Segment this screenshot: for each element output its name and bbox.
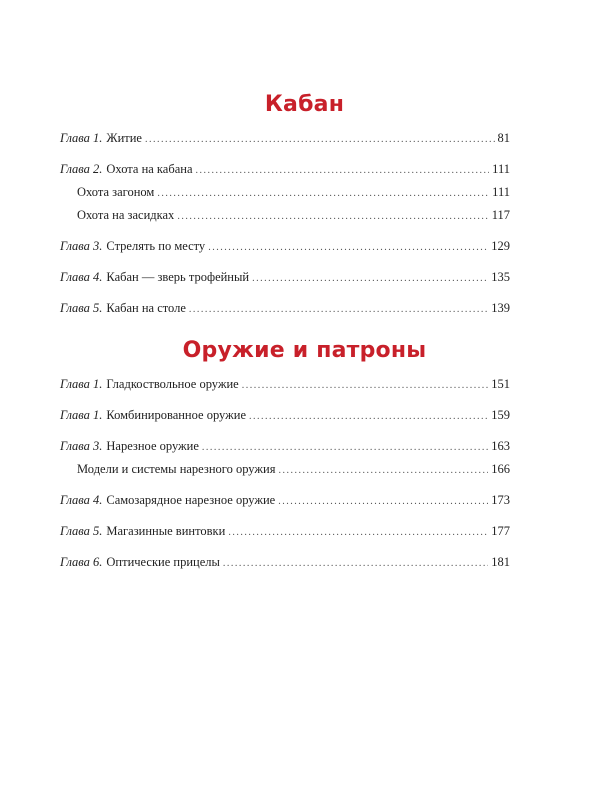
page-number: 81 [497,131,510,145]
page-number: 166 [491,462,510,476]
dot-leader [208,238,488,258]
chapter-prefix: Глава 4. [60,493,103,507]
page-number: 151 [491,377,510,391]
dot-leader [278,492,488,512]
entry-title: Охота на кабана [106,162,193,176]
entry-title: Оптические прицелы [106,555,220,569]
page-number: 181 [491,555,510,569]
toc-entry[interactable] [60,436,510,456]
section-title-weapons: Оружие и патроны [182,338,427,363]
chapter-prefix: Глава 6. [60,555,103,569]
entry-title: Охота загоном [77,185,155,199]
dot-leader [249,407,488,427]
chapter-prefix: Глава 1. [60,408,103,422]
entry-title: Кабан — зверь трофейный [106,270,250,284]
page-number: 129 [491,239,510,253]
page-number: 177 [491,524,510,538]
page-number: 111 [492,185,510,199]
dot-leader [202,438,488,458]
page-number: 159 [491,408,510,422]
entry-title: Комбинированное оружие [106,408,246,422]
toc-subentry[interactable] [60,459,510,479]
toc-entry[interactable] [60,552,510,572]
toc-entry[interactable] [60,490,510,510]
entry-title: Охота на засидках [77,208,175,222]
entry-title: Самозарядное нарезное оружие [106,493,276,507]
dot-leader [242,376,489,396]
chapter-prefix: Глава 1. [60,377,103,391]
page-number: 173 [491,493,510,507]
entry-title: Кабан на столе [106,301,186,315]
section-title-kaban: Кабан [264,92,345,117]
dot-leader [177,207,488,227]
entry-title: Магазинные винтовки [106,524,226,538]
dot-leader [278,461,488,481]
toc-entry[interactable] [60,236,510,256]
chapter-prefix: Глава 2. [60,162,103,176]
page-number: 139 [491,301,510,315]
toc-entry[interactable] [60,128,510,148]
chapter-prefix: Глава 3. [60,239,103,253]
dot-leader [157,184,489,204]
page-number: 111 [492,162,510,176]
page-number: 135 [491,270,510,284]
entry-title: Стрелять по месту [106,239,206,253]
toc-subentry[interactable] [60,182,510,202]
toc-entry[interactable] [60,374,510,394]
dot-leader [196,161,490,181]
toc-subentry[interactable] [60,205,510,225]
toc-entry[interactable] [60,298,510,318]
chapter-prefix: Глава 5. [60,524,103,538]
chapter-prefix: Глава 3. [60,439,103,453]
dot-leader [145,130,495,150]
dot-leader [223,554,488,574]
entry-title: Житие [106,131,142,145]
entry-title: Нарезное оружие [106,439,199,453]
chapter-prefix: Глава 4. [60,270,103,284]
toc-list-kaban [60,128,510,318]
dot-leader [189,300,488,320]
entry-title: Гладкоствольное оружие [106,377,239,391]
dot-leader [252,269,488,289]
toc-list-weapons [60,374,510,572]
toc-entry[interactable] [60,405,510,425]
toc-entry[interactable] [60,521,510,541]
entry-title: Модели и системы нарезного оружия [77,462,276,476]
toc-entry[interactable] [60,267,510,287]
chapter-prefix: Глава 5. [60,301,103,315]
toc-entry[interactable] [60,159,510,179]
page-number: 117 [491,208,510,222]
dot-leader [228,523,488,543]
chapter-prefix: Глава 1. [60,131,103,145]
page-number: 163 [491,439,510,453]
